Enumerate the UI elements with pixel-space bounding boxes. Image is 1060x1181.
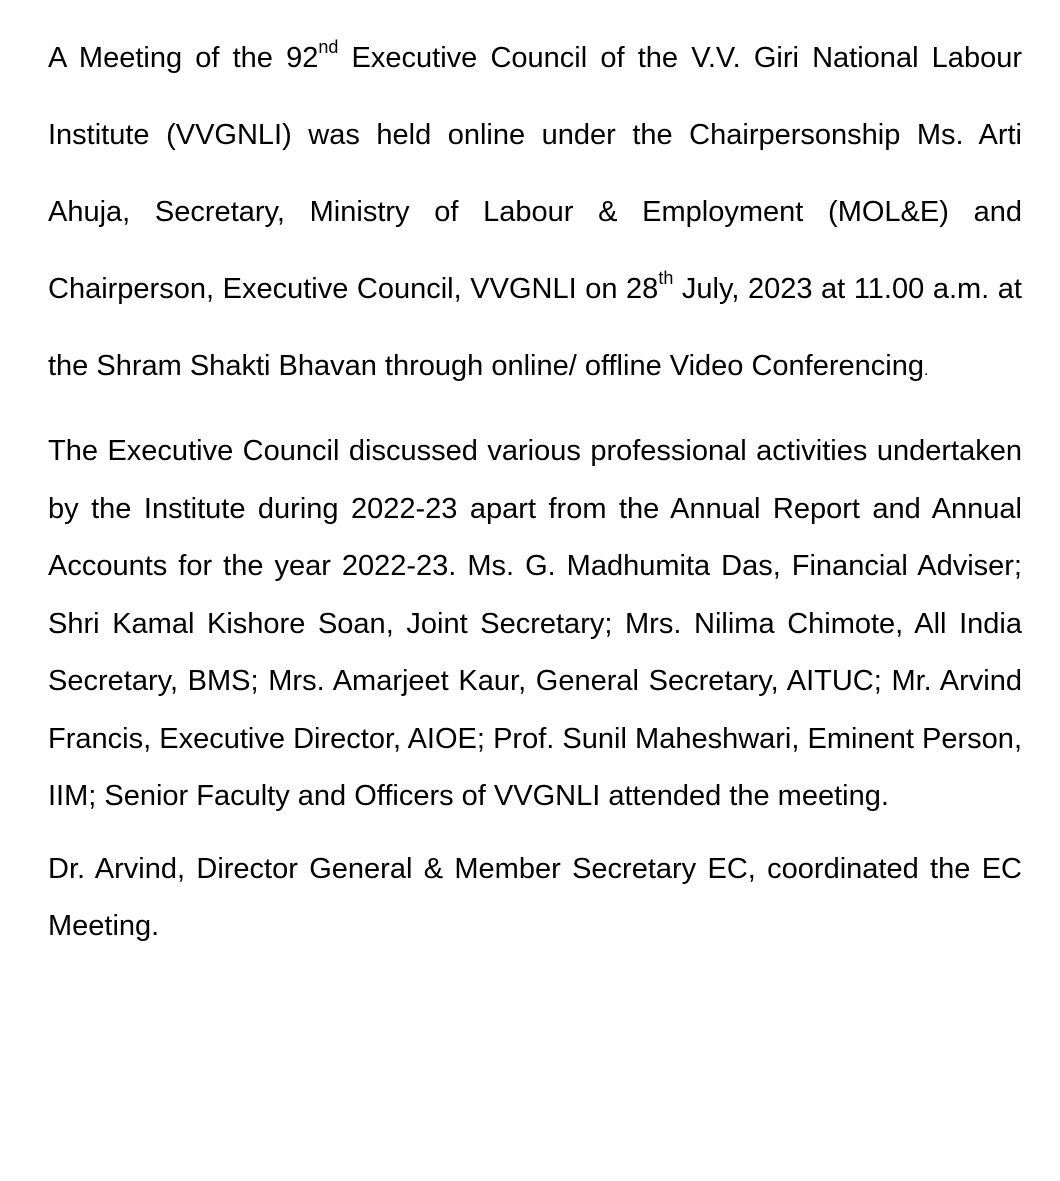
meeting-announcement-paragraph [48,20,1022,409]
attendees-paragraph: The Executive Council discussed various professional activities undertaken by the Institute during 2022-23 apart from the Annual Report and Annual Accounts for the year 2022-23. Ms. G. Madhumita Das, Financial Adviser; Shri Kamal Kishore Soan, Joint Secretary; Mrs. Nilima Chimote, All India Secretary, BMS; Mrs. Amarjeet Kaur, General Secretary, AITUC; Mr. Arvind Francis, Executive Director, AIOE; Prof. Sunil Maheshwari, Eminent Person, IIM; Senior Faculty and Officers of VVGNLI attended the meeting. [48,435,1022,812]
meeting-venue-text: July, 2023 at 11.00 a.m. at the Shram Shakti Bhavan through online/ offline Video Conferencing [48,273,1022,382]
meeting-details-text: Executive Council of the V.V. Giri National Labour Institute (VVGNLI) was held online under the Chairpersonship Ms. Arti Ahuja, Secretary, Ministry of Labour & Employment (MOL&E) and Chairperson, Executive Council, VVGNLI on 28 [48,42,1022,305]
meeting-intro-text: A Meeting of the 92 [48,42,319,74]
ordinal-suffix-th: th [658,268,674,289]
document-page [48,24,1022,956]
coordination-paragraph: Dr. Arvind, Director General & Member Secretary EC, coordinated the EC Meeting. [48,852,1022,942]
closing-period: . [923,362,929,379]
ordinal-suffix-nd: nd [318,37,339,58]
